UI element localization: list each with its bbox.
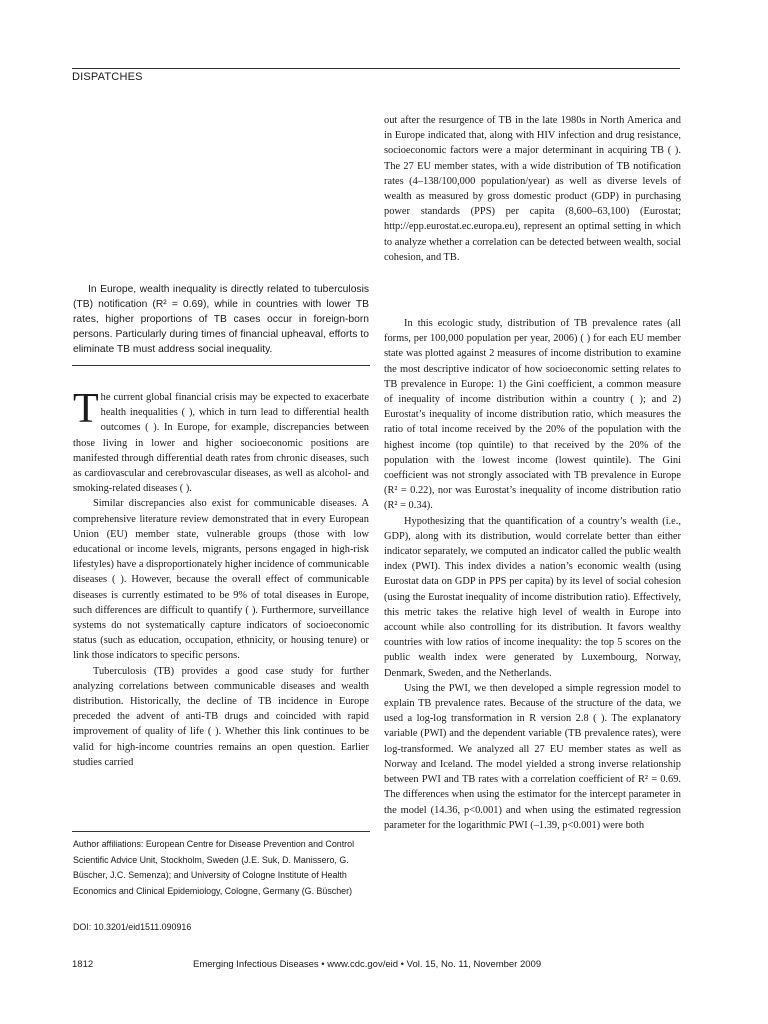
section-label: DISPATCHES (72, 71, 143, 83)
paragraph-intro (73, 386, 369, 496)
abstract-rule (72, 365, 370, 366)
left-column-body (73, 386, 369, 770)
abstract: In Europe, wealth inequality is directly related to tuberculosis (TB) notification (R² = 0.69), while in countries with lower TB rates, higher proportions of TB cases occur in foreign-born persons. Particularly during times of financial upheaval, efforts to eliminate TB must address social inequality. (73, 284, 369, 355)
affiliations-rule (72, 831, 370, 832)
doi: DOI: 10.3201/eid1511.090916 (73, 922, 192, 932)
header-rule (72, 68, 680, 69)
right-column-body (384, 316, 681, 833)
paragraph-text: he current global financial crisis may be expected to exacerbate health inequalities ( ), which in turn lead to differential health outcomes ( ). In Europe, for example, discrepancies between those living in lower and higher socioeconomic positions are manifested through differential death rates from chronic diseases, such as cardiovascular and cerebrovascular diseases, as well as alcohol- and smoking-related diseases ( ). (73, 392, 369, 495)
page-number: 1812 (72, 959, 94, 970)
paragraph: Hypothesizing that the quantification of a country’s wealth (i.e., GDP), along with its distribution, would correlate better than either indicator separately, we computed an indicator called the public wealth index (PWI). This index divides a nation’s economic wealth (using Eurostat data on GDP in PPS per capita) by its level of social cohesion (using the Eurostat inequality of income distribution ratio). Effectively, this metric takes the relative high level of wealth in Europe into account while also controlling for its distribution. It favors wealthy countries with low ratios of income inequality: the top 5 scores on the public wealth index were generated by Luxembourg, Norway, Denmark, Sweden, and the Netherlands. (384, 515, 681, 679)
journal-footer: Emerging Infectious Diseases • www.cdc.gov/eid • Vol. 15, No. 11, November 2009 (193, 959, 542, 970)
paragraph: Tuberculosis (TB) provides a good case study for further analyzing correlations between communicable diseases and wealth distribution. Historically, the decline of TB incidence in Europe preceded the advent of anti-TB drugs and coincided with rapid improvement of quality of life ( ). Whether this link continues to be valid for high-income countries remains an open question. Earlier studies carried (73, 665, 369, 768)
paragraph: Using the PWI, we then developed a simple regression model to explain TB prevalence rates. Because of the structure of the data, we used a log-log transformation in R version 2.8 ( ). The explanatory variable (PWI) and the dependent variable (TB prevalence rates), were log-transformed. We analyzed all 27 EU member states as well as Norway and Iceland. The model yielded a strong inverse relationship between PWI and TB rates with a correlation coefficient of R² = 0.69. The differences when using the estimator for the intercept parameter in the model (14.36, p<0.001) and when using the estimated regression parameter for the logarithmic PWI (–1.39, p<0.001) were both (384, 682, 681, 831)
paragraph: Similar discrepancies also exist for communicable diseases. A comprehensive literature review demonstrated that in every European Union (EU) member state, vulnerable groups (those with low educational or income levels, migrants, persons engaged in high-risk lifestyles) have a disproportionately higher incidence of communicable diseases ( ). However, because the overall effect of communicable diseases is currently estimated to be 9% of total diseases in Europe, such differences are difficult to quantify ( ). Furthermore, surveillance systems do not systematically capture indicators of socioeconomic status (such as education, occupation, ethnicity, or housing tenure) or link those indicators to specific persons. (73, 498, 369, 662)
paragraph: out after the resurgence of TB in the late 1980s in North America and in Europe indicated that, along with HIV infection and drug resistance, socioeconomic factors were a major determinant in acquiring TB ( ). The 27 EU member states, with a wide distribution of TB notification rates (4–138/100,000 population/year) as well as diverse levels of wealth as measured by gross domestic product (GDP) in purchasing power standards (PPS) per capita (8,600–63,100) (Eurostat; http://epp.eurostat.ec.europa.eu), represent an optimal setting in which to analyze whether a correlation can be detected between wealth, social cohesion, and TB. (384, 115, 681, 263)
right-column-top (384, 113, 681, 265)
drop-cap: T (73, 386, 99, 432)
paragraph: In this ecologic study, distribution of TB prevalence rates (all forms, per 100,000 population per year, 2006) ( ) for each EU member state was plotted against 2 measures of income distribution to examine the most descriptive indicator of how socioeconomic setting relates to TB prevalence in Europe: 1) the Gini coefficient, a common measure of inequality of income distribution within a country ( ); and 2) Eurostat’s inequality of income distribution ratio, which measures the ratio of total income received by the 20% of the population with the highest income (top quintile) to that received by the 20% of the population with the lowest income (lowest quintile). The Gini coefficient was not strongly associated with TB prevalence in Europe (R² = 0.22), nor was Eurostat’s inequality of income distribution ratio (R² = 0.34). (384, 318, 681, 512)
author-affiliations: Author affiliations: European Centre for Disease Prevention and Control Scientific Advice Unit, Stockholm, Sweden (J.E. Suk, D. Manissero, G. Büscher, J.C. Semenza); and University of Cologne Institute of Health Economics and Clinical Epidemiology, Cologne, Germany (G. Büscher) (73, 839, 355, 896)
